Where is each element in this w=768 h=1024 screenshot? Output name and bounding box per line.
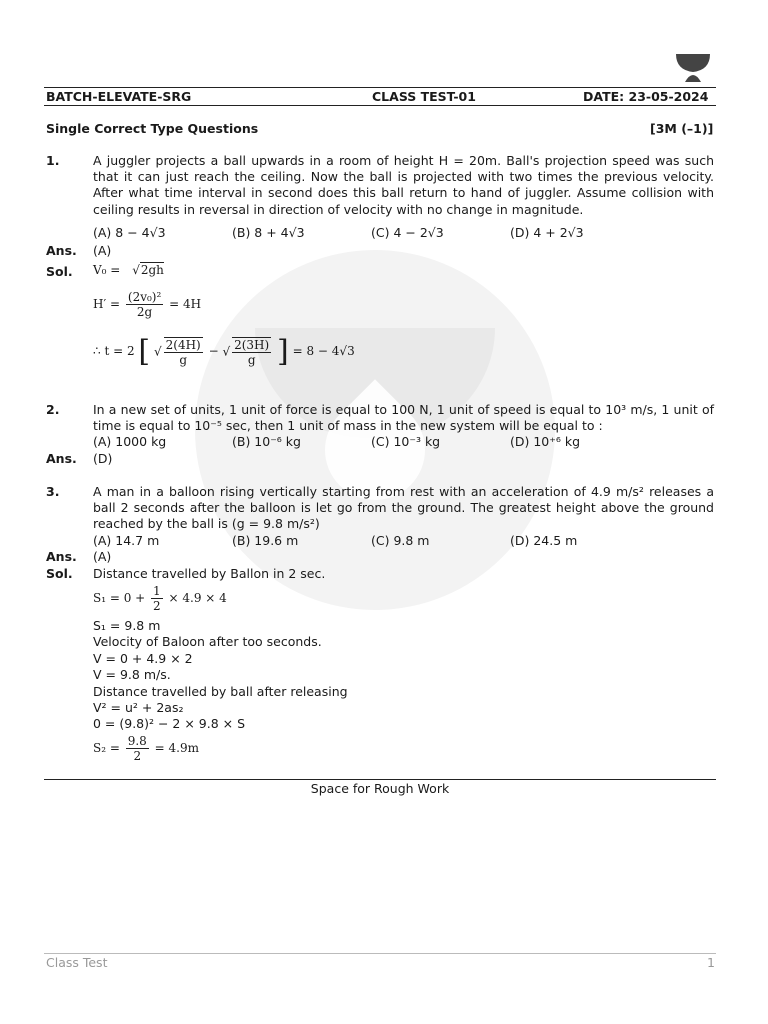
q1-sol2-lhs: H′ = xyxy=(93,297,121,311)
q1-option-a: (A) 8 − 4√3 xyxy=(93,225,166,240)
q1-sol3-minus: − xyxy=(208,344,219,358)
q3-answer: (A) xyxy=(93,549,112,564)
rough-work-rule xyxy=(44,779,716,780)
q3-text: A man in a balloon rising vertically starting from rest with an acceleration of 4.9 m/s² releases a ball 2 seconds after the balloon is let go from the ground. The greatest height above the ground reached by the ball is (g = 9.8 m/s²) xyxy=(93,484,714,532)
brand-logo-icon xyxy=(674,52,712,84)
q3-sol10-denominator: 2 xyxy=(133,749,142,763)
section-title: Single Correct Type Questions xyxy=(46,121,259,136)
q1-sol3-num1: 2(4H) xyxy=(165,337,201,352)
q1-sol3-den1: g xyxy=(179,352,188,367)
q3-sol2-rhs: × 4.9 × 4 xyxy=(168,591,227,605)
test-date: DATE: 23-05-2024 xyxy=(583,89,709,104)
page-number: 1 xyxy=(707,955,715,970)
q3-sol-line1: Distance travelled by Ballon in 2 sec. xyxy=(93,566,326,581)
q2-option-d: (D) 10⁺⁶ kg xyxy=(510,434,581,449)
q1-option-d: (D) 4 + 2√3 xyxy=(510,225,584,240)
q2-answer: (D) xyxy=(93,451,113,466)
q1-sol3-den2: g xyxy=(247,352,256,367)
q1-sol3-num2: 2(3H) xyxy=(234,337,270,352)
batch-name: BATCH-ELEVATE-SRG xyxy=(46,89,192,104)
q2-text: In a new set of units, 1 unit of force is equal to 100 N, 1 unit of speed is equal to 10³ m/s, 1 unit of time is equal to 10⁻⁵ sec, then 1 unit of mass in the new system will be equal to : xyxy=(93,402,714,434)
q3-option-a: (A) 14.7 m xyxy=(93,533,160,548)
q3-option-d: (D) 24.5 m xyxy=(510,533,578,548)
q3-sol-line9: 0 = (9.8)² − 2 × 9.8 × S xyxy=(93,716,246,731)
q1-sol1-radicand: 2gh xyxy=(140,263,164,277)
q3-option-b: (B) 19.6 m xyxy=(232,533,299,548)
q1-sol3-lhs: ∴ t = 2 xyxy=(93,344,135,358)
q2-option-c: (C) 10⁻³ kg xyxy=(371,434,441,449)
q3-sol-line2 xyxy=(93,584,227,613)
rough-work-label: Space for Rough Work xyxy=(310,781,450,796)
q1-answer-label: Ans. xyxy=(46,243,77,258)
q3-solution-label: Sol. xyxy=(46,566,73,581)
q2-number: 2. xyxy=(46,402,60,417)
q2-option-b: (B) 10⁻⁶ kg xyxy=(232,434,301,449)
q1-sol2-denominator: 2g xyxy=(136,305,153,319)
q3-sol-line10 xyxy=(93,734,199,763)
q1-text: A juggler projects a ball upwards in a room of height H = 20m. Ball's projection speed was such that it can just reach the ceiling. Now the ball is projected with two times the previous velocity. After what time interval in second does this ball return to hand of juggler. Assume collision with ceiling results in reversal in direction of velocity with no change in magnitude. xyxy=(93,153,714,217)
test-title: CLASS TEST-01 xyxy=(372,89,476,104)
q2-option-a: (A) 1000 kg xyxy=(93,434,167,449)
header-top-rule xyxy=(44,87,716,88)
q3-sol-line3: S₁ = 9.8 m xyxy=(93,618,161,633)
q1-sol1-lhs: V₀ = xyxy=(93,263,121,277)
q1-number: 1. xyxy=(46,153,60,168)
q3-sol10-numerator: 9.8 xyxy=(127,734,147,748)
footer-title: Class Test xyxy=(46,955,108,970)
q3-sol2-numerator: 1 xyxy=(153,584,161,598)
header-bottom-rule xyxy=(44,105,716,106)
q3-sol10-rhs: = 4.9m xyxy=(154,741,199,755)
q2-answer-label: Ans. xyxy=(46,451,77,466)
q1-sol2-numerator: (2v₀)² xyxy=(127,290,162,304)
q3-sol2-lhs: S₁ = 0 + xyxy=(93,591,146,605)
q3-sol-line7: Distance travelled by ball after releasing xyxy=(93,684,348,699)
q1-answer: (A) xyxy=(93,243,112,258)
q1-sol2-rhs: = 4H xyxy=(169,297,202,311)
q3-sol2-denominator: 2 xyxy=(153,599,161,613)
q3-answer-label: Ans. xyxy=(46,549,77,564)
q3-option-c: (C) 9.8 m xyxy=(371,533,430,548)
q1-solution-label: Sol. xyxy=(46,264,73,279)
q1-sol-step1: V₀ = √2gh xyxy=(93,263,164,277)
q3-sol-line6: V = 9.8 m/s. xyxy=(93,667,171,682)
q1-option-b: (B) 8 + 4√3 xyxy=(232,225,305,240)
q1-option-c: (C) 4 − 2√3 xyxy=(371,225,444,240)
section-marks: [3M (–1)] xyxy=(650,121,714,136)
q1-sol-step3: ∴ t = 2 [ √ $\frac{2(4H)}{g}$ − √ $\frac{2(3H)}{g}$ ] = 8 − 4√3 xyxy=(93,334,355,369)
q3-sol-line8: V² = u² + 2as₂ xyxy=(93,700,184,715)
q3-sol-line4: Velocity of Baloon after too seconds. xyxy=(93,634,322,649)
q1-sol3-rhs: = 8 − 4√3 xyxy=(292,344,355,358)
footer-rule xyxy=(44,953,716,954)
q3-sol-line5: V = 0 + 4.9 × 2 xyxy=(93,651,193,666)
q3-number: 3. xyxy=(46,484,60,499)
q1-sol-step2 xyxy=(93,290,201,319)
q3-sol10-lhs: S₂ = xyxy=(93,741,120,755)
